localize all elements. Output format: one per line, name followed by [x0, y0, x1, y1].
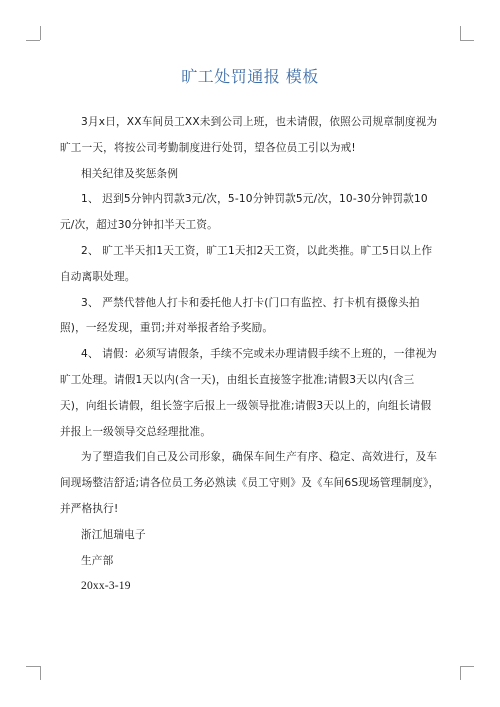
rule-item: 1、 迟到5分钟内罚款3元/次，5-10分钟罚款5元/次，10-30分钟罚款10元/次，超过30分钟扣半天工资。: [60, 193, 428, 232]
department-name: 生产部: [81, 554, 114, 567]
crop-mark-top-right-h: [460, 40, 474, 41]
rule-item: 2、 旷工半天扣1天工资，旷工1天扣2天工资，以此类推。旷工5日以上作自动离职处理。: [60, 244, 433, 283]
rule-item: 4、 请假：必须写请假条，手续不完或未办理请假手续不上班的，一律视为旷工处理。请假1天以内(含一天)，由组长直接签字批准;请假3天以内(含三天)，向组长请假，组长签字后报上一级领导批准;请假3天以上的，向组长请假并报上一级领导交总经理批准。: [60, 348, 437, 438]
closing-paragraph: 为了塑造我们自己及公司形象，确保车间生产有序、稳定、高效进行，及车间现场整洁舒适;请各位员工务必熟读《员工守则》及《车间6S现场管理制度》，并严格执行!: [60, 451, 440, 515]
crop-mark-top-left-h: [26, 40, 40, 41]
crop-mark-top-right-v: [460, 26, 461, 40]
intro-paragraph: 3月x日，XX车间员工XX未到公司上班，也未请假，依照公司规章制度视为旷工一天，将按公司考勤制度进行处罚，望各位员工引以为戒!: [60, 116, 438, 154]
section-heading: 相关纪律及奖惩条例: [81, 167, 179, 180]
crop-mark-top-left-v: [40, 26, 41, 40]
crop-mark-bottom-right-h: [460, 666, 474, 667]
document-title: 旷工处罚通报 模板: [181, 67, 319, 86]
crop-mark-bottom-left-v: [40, 666, 41, 680]
company-name: 浙江旭瑞电子: [81, 528, 146, 541]
crop-mark-bottom-left-h: [26, 666, 40, 667]
document-body: [60, 110, 440, 600]
rule-item: 3、 严禁代替他人打卡和委托他人打卡(门口有监控、打卡机有摄像头拍照)，一经发现，重罚;并对举报者给予奖励。: [60, 296, 420, 335]
crop-mark-bottom-right-v: [460, 666, 461, 680]
document-date: 20xx-3-19: [81, 580, 131, 593]
